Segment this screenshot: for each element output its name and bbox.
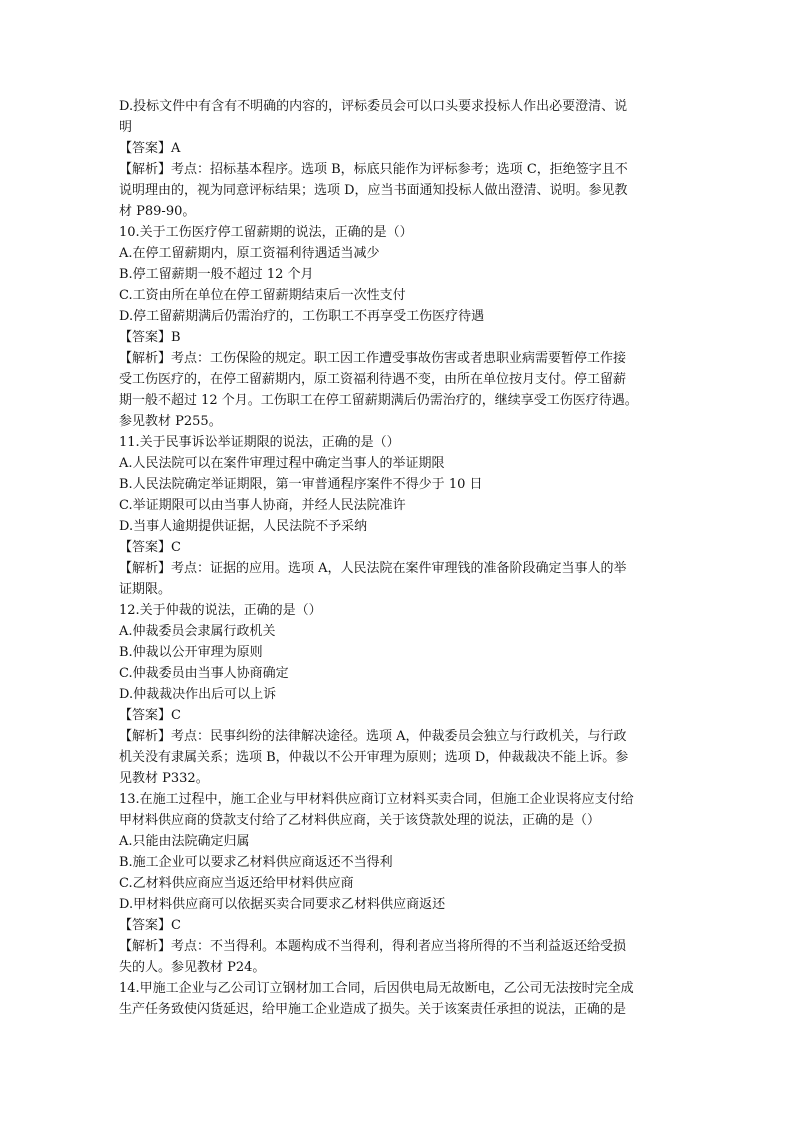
question-line: 甲材料供应商的贷款支付给了乙材料供应商，关于该贷款处理的说法，正确的是（） [119,813,601,828]
analysis-line: 材 P89-90。 [119,204,196,219]
analysis-line: 期一般不超过 12 个月。工伤职工在停工留薪期满后仍需治疗的，继续享受工伤医疗待遇。 [119,393,638,408]
answer-line: 【答案】C [119,540,181,555]
analysis-line: 【解析】考点：招标基本程序。选项 B，标底只能作为评标参考；选项 C，拒绝签字且不 [119,162,628,177]
analysis-line: 【解析】考点：民事纠纷的法律解决途径。选项 A，仲裁委员会独立与行政机关，与行政 [119,729,627,744]
analysis-line: 机关没有隶属关系；选项 B，仲裁以不公开审理为原则；选项 D，仲裁裁决不能上诉。参 [119,750,629,765]
document-page [119,96,679,1020]
question-line: 13.在施工过程中，施工企业与甲材料供应商订立材料买卖合同，但施工企业误将应支付给 [119,792,634,807]
option-line: D.甲材料供应商可以依据买卖合同要求乙材料供应商返还 [119,897,446,912]
analysis-line: 证期限。 [119,582,172,597]
question-line: 12.关于仲裁的说法，正确的是（） [119,603,322,618]
analysis-line: 见教材 P332。 [119,771,209,786]
answer-line: 【答案】A [119,141,181,156]
option-line: A.仲裁委员会隶属行政机关 [119,624,276,639]
analysis-line: 【解析】考点：工伤保险的规定。职工因工作遭受事故伤害或者患职业病需要暂停工作接 [119,351,627,366]
text-line: 明 [119,120,133,135]
option-line: C.工资由所在单位在停工留薪期结束后一次性支付 [119,288,406,303]
option-line: A.人民法院可以在案件审理过程中确定当事人的举证期限 [119,456,445,471]
option-line: B.施工企业可以要求乙材料供应商返还不当得利 [119,855,393,870]
option-line: A.只能由法院确定归属 [119,834,250,849]
answer-line: 【答案】B [119,330,181,345]
option-line: A.在停工留薪期内，原工资福利待遇适当减少 [119,246,380,261]
question-line: 生产任务致使闪货延迟，给甲施工企业造成了损失。关于该案责任承担的说法，正确的是 [119,1002,627,1017]
option-line: B.仲裁以公开审理为原则 [119,645,263,660]
option-line: C.乙材料供应商应当返还给甲材料供应商 [119,876,354,891]
option-line: D.当事人逾期提供证据，人民法院不予采纳 [119,519,368,534]
analysis-line: 【解析】考点：证据的应用。选项 A，人民法院在案件审理钱的准备阶段确定当事人的举 [119,561,627,576]
question-line: 10.关于工伤医疗停工留薪期的说法，正确的是（） [119,225,413,240]
analysis-line: 【解析】考点：不当得利。本题构成不当得利，得利者应当将所得的不当利益返还给受损 [119,939,627,954]
option-line: C.举证期限可以由当事人协商，并经人民法院准许 [119,498,406,513]
answer-line: 【答案】C [119,918,181,933]
option-line: C.仲裁委员由当事人协商确定 [119,666,289,681]
analysis-line: 失的人。参见教材 P24。 [119,960,266,975]
text-line: D.投标文件中有含有不明确的内容的，评标委员会可以口头要求投标人作出必要澄清、说 [119,99,628,114]
question-line: 14.甲施工企业与乙公司订立钢材加工合同，后因供电局无故断电，乙公司无法按时完全成 [119,981,634,996]
option-line: B.人民法院确定举证期限，第一审普通程序案件不得少于 10 日 [119,477,483,492]
option-line: D.停工留薪期满后仍需治疗的，工伤职工不再享受工伤医疗待遇 [119,309,485,324]
option-line: D.仲裁裁决作出后可以上诉 [119,687,277,702]
answer-line: 【答案】C [119,708,181,723]
analysis-line: 受工伤医疗的，在停工留薪期内，原工资福利待遇不变，由所在单位按月支付。停工留薪 [119,372,627,387]
analysis-line: 说明理由的，视为同意评标结果；选项 D，应当书面通知投标人做出澄清、说明。参见教 [119,183,628,198]
question-line: 11.关于民事诉讼举证期限的说法，正确的是（） [119,435,400,450]
analysis-line: 参见教材 P255。 [119,414,222,429]
option-line: B.停工留薪期一般不超过 12 个月 [119,267,314,282]
